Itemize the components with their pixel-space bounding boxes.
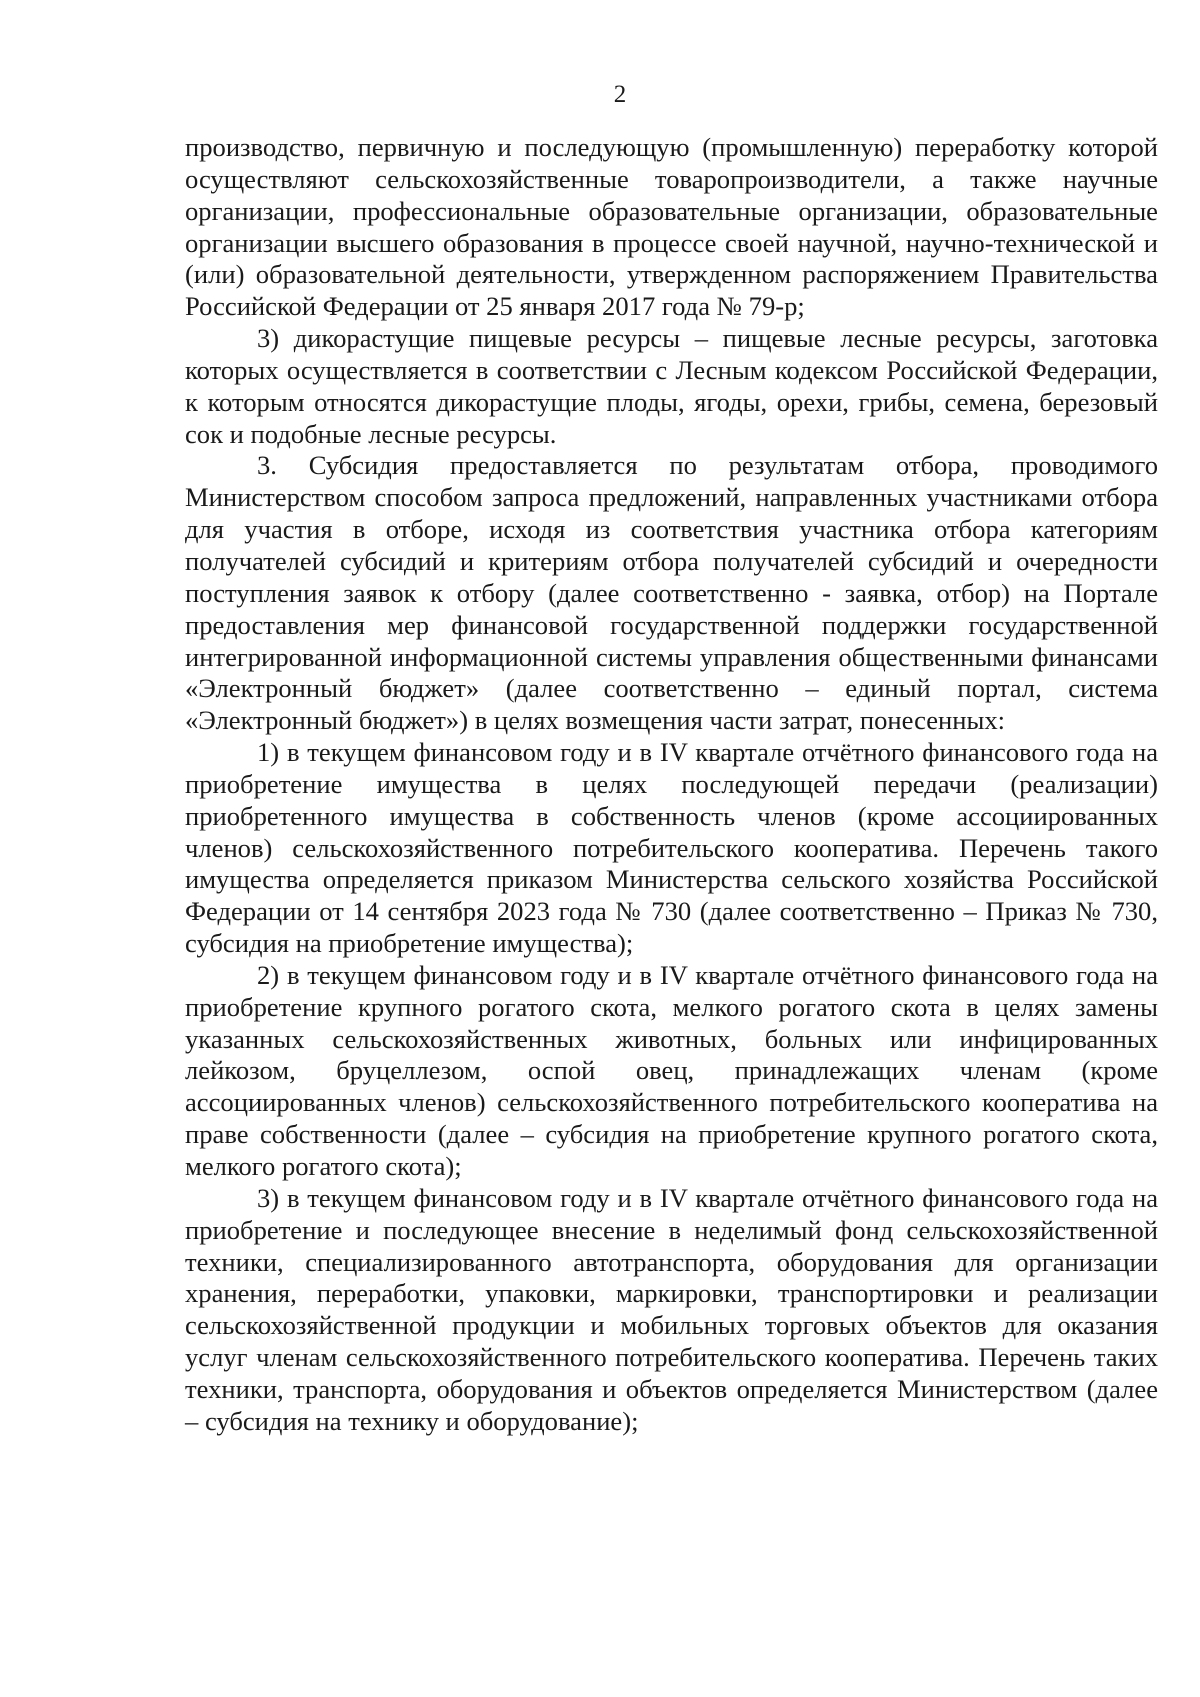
page-number: 2 [613,81,627,108]
paragraph-item-3-wild-resources: 3) дикорастущие пищевые ресурсы – пищевые лесные ресурсы, заготовка которых осуществляется в соответствии с Лесным кодексом Российской Федерации, к которым относятся дикорастущие плоды, ягоды, орехи, грибы, семена, березовый сок и подобные лесные ресурсы. [185,323,1158,449]
paragraph-item-2-livestock: 2) в текущем финансовом году и в IV квартале отчётного финансового года на приобретение крупного рогатого скота, мелкого рогатого скота в целях замены указанных сельскохозяйственных животных, больных или инфицированных лейкозом, бруцеллезом, оспой овец, принадлежащих членам (кроме ассоциированных членов) сельскохозяйственного потребительского кооператива на праве собственности (далее – субсидия на приобретение крупного рогатого скота, мелкого рогатого скота); [185,959,1158,1181]
paragraph-continuation: производство, первичную и последующую (промышленную) переработку которой осуществляют сельскохозяйственные товаропроизводители, а также научные организации, профессиональные образовательные организации, образовательные организации высшего образования в процессе своей научной, научно-технической и (или) образовательной деятельности, утвержденном распоряжением Правительства Российской Федерации от 25 января 2017 года № 79-р; [185,132,1158,322]
document-body [185,132,1158,1438]
paragraph-item-3-equipment: 3) в текущем финансовом году и в IV квартале отчётного финансового года на приобретение и последующее внесение в неделимый фонд сельскохозяйственной техники, специализированного автотранспорта, оборудования для организации хранения, переработки, упаковки, маркировки, транспортировки и реализации сельскохозяйственной продукции и мобильных торговых объектов для оказания услуг членам сельскохозяйственного потребительского кооператива. Перечень таких техники, транспорта, оборудования и объектов определяется Министерством (далее – субсидия на технику и оборудование); [185,1182,1158,1436]
paragraph-section-3-subsidy: 3. Субсидия предоставляется по результатам отбора, проводимого Министерством способом запроса предложений, направленных участниками отбора для участия в отборе, исходя из соответствия участника отбора категориям получателей субсидий и критериям отбора получателей субсидий и очередности поступления заявок к отбору (далее соответственно - заявка, отбор) на Портале предоставления мер финансовой государственной поддержки государственной интегрированной информационной системы управления общественными финансами «Электронный бюджет» (далее соответственно – единый портал, система «Электронный бюджет») в целях возмещения части затрат, понесенных: [185,450,1158,736]
paragraph-item-1-property: 1) в текущем финансовом году и в IV квартале отчётного финансового года на приобретение имущества в целях последующей передачи (реализации) приобретенного имущества в собственность членов (кроме ассоциированных членов) сельскохозяйственного потребительского кооператива. Перечень такого имущества определяется приказом Министерства сельского хозяйства Российской Федерации от 14 сентября 2023 года № 730 (далее соответственно – Приказ № 730, субсидия на приобретение имущества); [185,737,1158,959]
